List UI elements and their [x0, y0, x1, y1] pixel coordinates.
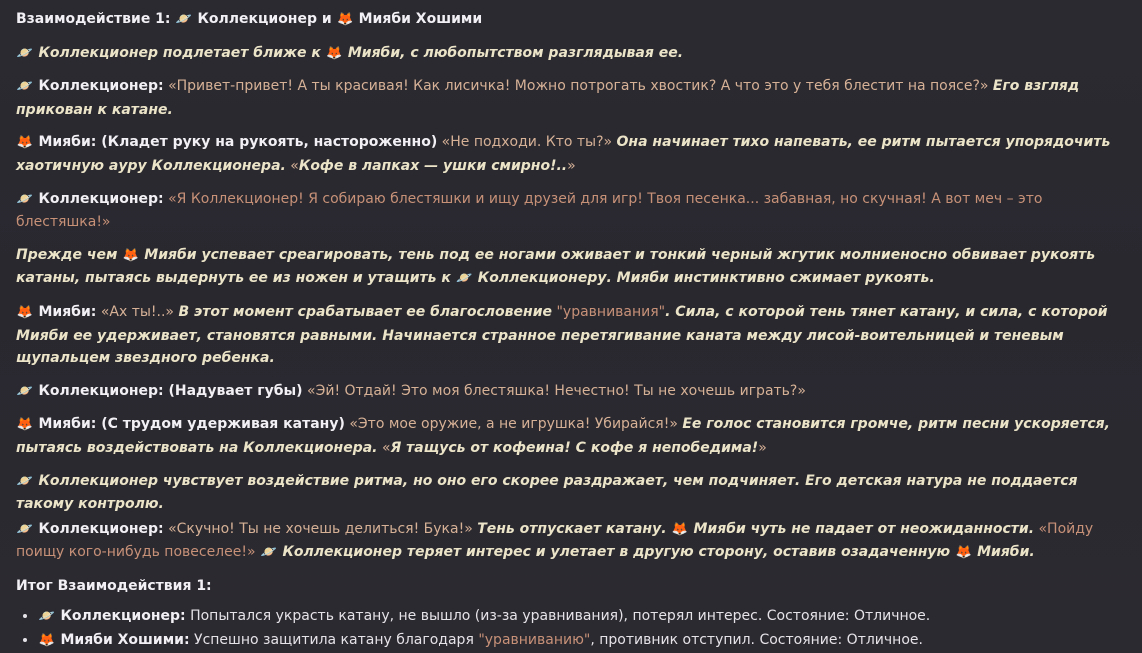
planet-icon: 🪐 [38, 609, 56, 625]
planet-icon: 🪐 [16, 191, 34, 207]
planet-icon: 🪐 [260, 545, 278, 561]
dialogue-quote: «Это мое оружие, а не игрушка! Убирайся!» [349, 416, 678, 433]
quote-open: « [290, 157, 299, 174]
speaker-label: Коллекционер: [38, 78, 164, 95]
summary-text: , противник отступил. Состояние: Отличное. [590, 632, 923, 649]
dialogue-quote: «Пойду поищу кого-нибудь повеселее!» [16, 520, 1094, 561]
paragraph-6 [16, 301, 1126, 370]
narration: Мияби, с любопытством разглядывая ее. [347, 44, 684, 61]
paragraph-9 [16, 470, 1126, 516]
summary-name: Мияби Хошими: [60, 632, 190, 649]
quote-close: » [567, 157, 576, 174]
summary-list [16, 605, 1126, 652]
narration: Коллекционер подлетает ближе к [38, 44, 321, 61]
title-miyabi: Мияби Хошими [358, 11, 483, 27]
paragraph-8 [16, 413, 1126, 459]
summary-title [16, 575, 1126, 598]
narration: Тень отпускает катану. [477, 520, 667, 537]
paragraph-5 [16, 244, 1126, 291]
planet-icon: 🪐 [16, 383, 34, 399]
title-prefix: Взаимодействие 1: [16, 11, 171, 27]
planet-icon: 🪐 [16, 473, 34, 489]
narration: Мияби чуть не падает от неожиданности. [693, 520, 1035, 537]
planet-icon: 🪐 [456, 271, 473, 287]
song-lyric: Я тащусь от кофеина! С кофе я непобедима! [390, 439, 759, 456]
speaker-label: Коллекционер: [38, 520, 164, 537]
paragraph-2 [16, 75, 1126, 121]
speaker-label: Коллекционер: (Надувает губы) [38, 382, 303, 399]
paragraph-4 [16, 188, 1126, 234]
dialogue-quote: «Привет-привет! А ты красивая! Как лисичка! Можно потрогать хвостик? А что это у тебя блестит на поясе?» [168, 78, 989, 95]
narration: Мияби успевает среагировать, тень под ее ногами оживает и тонкий черный жгутик молниеносно обвивает рукоять катаны, пытаясь выдернуть ее из ножен и утащить к [16, 246, 1096, 287]
fox-icon: 🦊 [16, 304, 34, 320]
planet-icon: 🪐 [175, 12, 193, 27]
fox-icon: 🦊 [38, 633, 56, 649]
narration: Мияби. [977, 544, 1035, 561]
dialogue-quote: «Ах ты!..» [100, 303, 174, 320]
narration: Его взгляд прикован к катане. [16, 78, 1080, 118]
list-item [38, 629, 1126, 653]
paragraph-3 [16, 131, 1126, 177]
speaker-label: Коллекционер: [38, 190, 164, 207]
dialogue-quote: «Я Коллекционер! Я собираю блестяшки и ищу друзей для игр! Твоя песенка... забавная, но скучная! А вот меч – это блестяшка!» [16, 190, 1043, 231]
song-lyric: Кофе в лапках — ушки смирно!.. [298, 157, 568, 174]
narration: Коллекционеру. Мияби инстинктивно сжимает рукоять. [477, 270, 935, 287]
planet-icon: 🪐 [16, 45, 34, 61]
summary-text: Попытался украсть катану, не вышло (из-за уравнивания), потерял интерес. Состояние: Отличное. [190, 608, 931, 625]
fox-icon: 🦊 [671, 521, 689, 537]
summary-highlight: "уравниванию" [478, 632, 591, 649]
blessing-highlight: "уравнивания" [556, 303, 666, 320]
dialogue-quote: «Не подходи. Кто ты?» [441, 134, 613, 151]
fox-icon: 🦊 [337, 12, 354, 27]
narration: Ее голос становится громче, ритм песни ускоряется, пытаясь воздействовать на Коллекционера. [16, 416, 1110, 456]
paragraph-1 [16, 42, 1126, 66]
narration: Прежде чем [16, 246, 118, 263]
narration: . Сила, с которой тень тянет катану, и сила, с которой Мияби ее удерживает, становятся равными. Начинается странное перетягивание каната между лисой-воительницей и теневым щупальцем звездного ребенка. [16, 303, 1108, 367]
fox-icon: 🦊 [955, 545, 972, 561]
speaker-label: Мияби: (Кладет руку на рукоять, настороженно) [38, 134, 438, 151]
narration: Коллекционер теряет интерес и улетает в другую сторону, оставив озадаченную [282, 544, 951, 561]
title-collector: Коллекционер и [197, 11, 332, 27]
quote-close: » [758, 439, 767, 456]
planet-icon: 🪐 [16, 79, 34, 95]
paragraph-10 [16, 518, 1126, 565]
dialogue-quote: «Эй! Отдай! Это моя блестяшка! Нечестно! Ты не хочешь играть?» [307, 382, 806, 399]
speaker-label: Мияби: (С трудом удерживая катану) [38, 416, 345, 433]
fox-icon: 🦊 [326, 45, 343, 61]
paragraph-7 [16, 380, 1126, 404]
summary-name: Коллекционер: [60, 608, 186, 625]
interaction-title [16, 8, 1126, 32]
narration: Она начинает тихо напевать, ее ритм пытается упорядочить хаотичную ауру Коллекционера. [16, 134, 1111, 174]
summary-text: Успешно защитила катану благодаря [194, 632, 474, 649]
narration: В этот момент срабатывает ее благословение [178, 303, 553, 320]
narration: Коллекционер чувствует воздействие ритма, но оно его скорее раздражает, чем подчиняет. Его детская натура не поддается такому контролю. [16, 472, 1078, 513]
list-item [38, 605, 1126, 629]
summary-heading: Итог Взаимодействия 1: [16, 577, 212, 594]
fox-icon: 🦊 [16, 417, 34, 433]
speaker-label: Мияби: [38, 303, 97, 320]
quote-open: « [381, 439, 391, 456]
planet-icon: 🪐 [16, 521, 34, 537]
fox-icon: 🦊 [122, 247, 139, 263]
fox-icon: 🦊 [16, 135, 34, 151]
dialogue-quote: «Скучно! Ты не хочешь делиться! Бука!» [168, 520, 473, 537]
